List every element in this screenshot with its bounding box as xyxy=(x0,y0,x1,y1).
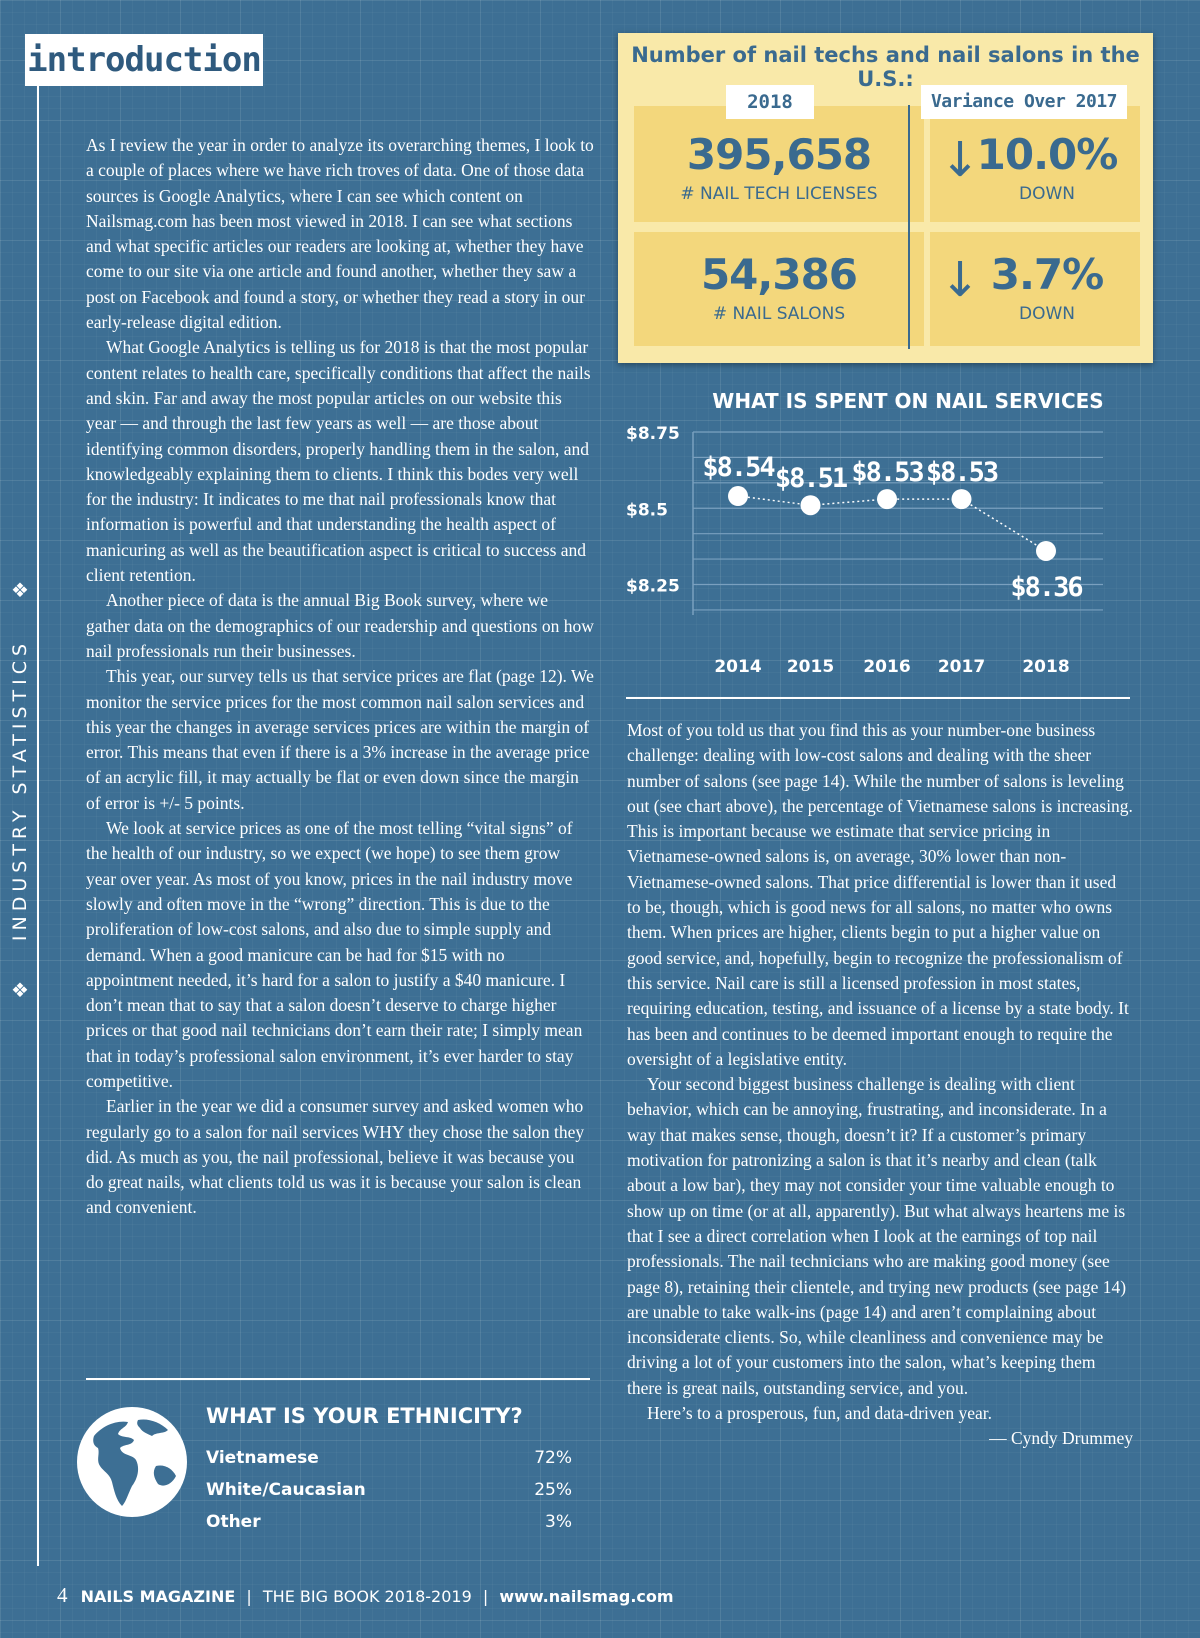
chart-point xyxy=(952,489,972,509)
variance-header-tab: Variance Over 2017 xyxy=(921,85,1127,119)
year-header-tab: 2018 xyxy=(726,85,814,119)
nail-salons-value: 54,386 xyxy=(700,250,858,299)
paragraph: This year, our survey tells us that service prices are flat (page 12). We monitor the service prices for the most common nail salon services and this year the changes in average services prices are within the margin of error. This means that even if there is a 3% increase in the average price of an acrylic fill, it may actually be flat or even down since the margin of error is +/- 5 points. xyxy=(86,666,594,813)
stats-box xyxy=(618,33,1153,363)
ethnicity-label: Vietnamese xyxy=(206,1448,319,1468)
paragraph: We look at service prices as one of the most telling “vital signs” of the health of our industry, so we expect (we hope) to see them grow year over year. As most of you know, prices in the nail industry move slowly and often move in the “wrong” direction. This is due to the proliferation of low-cost salons, and also due to simple supply and demand. When a good manicure can be had for $15 with no appointment needed, it’s hard for a salon to justify a $40 manicure. I don’t mean that to say that a salon doesn’t deserve to charge higher prices or that good nail technicians don’t earn their rate; I simply mean that in today’s professional salon environment, it’s ever harder to stay competitive. xyxy=(86,818,583,1091)
stats-column-divider xyxy=(908,105,910,349)
ethnicity-row xyxy=(206,1512,572,1542)
ethnicity-value: 25% xyxy=(534,1480,572,1500)
nail-tech-licenses-label: # NAIL TECH LICENSES xyxy=(680,184,878,204)
ethnicity-top-rule xyxy=(86,1378,590,1380)
side-label-text: INDUSTRY STATISTICS xyxy=(9,638,31,942)
paragraph: As I review the year in order to analyze its overarching themes, I look to a couple of places where we have rich troves of data. One of those data sources is Google Analytics, where I can see which content on Nailsmag.com has been most viewed in 2018. I can see what sections and what specific articles our readers are looking at, whether they have come to our site via one article and found another, whether they saw a post on Facebook and found a story, or whether they read a story in our early-release digital edition. xyxy=(86,135,594,333)
nail-salons-variance-direction: DOWN xyxy=(1019,304,1075,324)
nail-salons-cell xyxy=(634,232,924,346)
chart-bottom-rule xyxy=(626,697,1130,699)
paragraph: Earlier in the year we did a consumer survey and asked women who regularly go to a salon for nail services WHY they chose the salon they did. As much as you, the nail professional, believe it was because you do great nails, what clients told us was it is because your salon is clean and convenient. xyxy=(86,1096,585,1218)
chart-point xyxy=(801,495,821,515)
y-tick-label: $8.75 xyxy=(626,424,680,444)
spend-chart xyxy=(618,385,1163,685)
nail-salons-variance-value: 3.7% xyxy=(990,250,1104,299)
website-link[interactable]: www.nailsmag.com xyxy=(499,1587,674,1606)
left-article-column xyxy=(86,133,594,1221)
chart-point xyxy=(1036,541,1056,561)
paragraph: Another piece of data is the annual Big Book survey, where we gather data on the demographics of our readership and questions on how nail professionals run their businesses. xyxy=(86,590,594,661)
ethnicity-row xyxy=(206,1448,572,1478)
data-label: $8.53 xyxy=(851,457,923,489)
x-tick-label: 2017 xyxy=(937,657,986,677)
publication-name: THE BIG BOOK 2018-2019 xyxy=(262,1587,472,1606)
paragraph: Here’s to a prosperous, fun, and data-driven year. xyxy=(647,1403,993,1424)
data-label: $8.36 xyxy=(1010,571,1082,603)
magazine-name: NAILS MAGAZINE xyxy=(80,1587,236,1606)
globe-icon xyxy=(76,1406,188,1518)
paragraph: Your second biggest business challenge is dealing with client behavior, which can be annoying, frustrating, and inconsiderate. In a way that makes sense, though, doesn’t it? If a customer’s primary motivation for patronizing a salon is that it’s nearby and clean (talk about a low bar), they may not consider your time valuable enough to show up on time (or at all, apparently). But what always heartens me is that I see a direct correlation when I look at the earnings of top nail professionals. The nail technicians who are making good money (see page 8), retaining their clientele, and trying new products (see page 14) are unable to take walk-ins (page 14) and aren’t complaining about inconsiderate clients. So, while cleanliness and convenience may be driving a lot of your customers into the salon, what’s keeping them there is great nails, outstanding service, and you. xyxy=(627,1074,1127,1398)
diamond-ornament-icon: ❖ xyxy=(11,578,29,602)
nail-tech-licenses-value: 395,658 xyxy=(686,130,872,179)
stats-title: Number of nail techs and nail salons in the U.S.: xyxy=(631,43,1140,91)
footer-separator: | xyxy=(482,1587,489,1606)
diamond-ornament-icon: ❖ xyxy=(11,978,29,1002)
nail-tech-variance-cell xyxy=(930,106,1140,222)
ethnicity-title: WHAT IS YOUR ETHNICITY? xyxy=(206,1404,523,1428)
ethnicity-row xyxy=(206,1480,572,1510)
ethnicity-value: 3% xyxy=(545,1512,572,1532)
x-tick-label: 2014 xyxy=(714,657,762,677)
chart-title: WHAT IS SPENT ON NAIL SERVICES xyxy=(712,389,1104,413)
x-tick-label: 2015 xyxy=(786,657,835,677)
nail-tech-variance-direction: DOWN xyxy=(1019,184,1075,204)
nail-salons-label: # NAIL SALONS xyxy=(712,304,846,324)
x-tick-label: 2016 xyxy=(863,657,911,677)
y-tick-label: $8.5 xyxy=(626,500,668,521)
ethnicity-label: Other xyxy=(206,1512,261,1532)
chart-point xyxy=(728,486,748,506)
side-label xyxy=(0,580,40,1000)
page-footer xyxy=(57,1583,674,1608)
spend-chart-svg xyxy=(618,385,1163,685)
page-number: 4 xyxy=(57,1583,68,1607)
footer-separator: | xyxy=(246,1587,252,1606)
paragraph: Most of you told us that you find this as your number-one business challenge: dealing with low-cost salons and dealing with the sheer number of salons (see page 14). While the number of salons is leveling out (see chart above), the percentage of Vietnamese salons is increasing. This is important because we estimate that service pricing in Vietnamese-owned salons is, on average, 30% lower than non-Vietnamese-owned salons. That price differential is lower than it used to be, though, which is good news for all salons, no matter who owns them. When prices are higher, clients begin to put a higher value on good service, and, hopefully, begin to recognize the professionalism of this service. Nail care is still a licensed profession in most states, requiring education, testing, and issuance of a license by a state body. It has been and continues to be deemed important enough to require the oversight of a legislative entity. xyxy=(627,720,1133,1069)
nail-tech-licenses-cell xyxy=(634,106,924,222)
data-label: $8.53 xyxy=(925,457,998,489)
down-arrow-icon: ↓ xyxy=(940,132,981,188)
paragraph: What Google Analytics is telling us for 2018 is that the most popular content relates to health care, specifically conditions that affect the nails and skin. Far and away the most popular articles on our website this year — and through the last few years as well — are those about identifying common disorders, properly handling them in the salon, and knowledgeably explaining them to clients. I think this bodes very well for the industry: It indicates to me that nail professionals know that information is powerful and that understanding the health aspect of manicuring as well as the beautification aspect is critical to success and client retention. xyxy=(86,337,591,586)
data-label: $8.54 xyxy=(702,452,774,484)
x-tick-label: 2018 xyxy=(1022,657,1070,677)
author-signature: — Cyndy Drummey xyxy=(989,1428,1133,1449)
down-arrow-icon: ↓ xyxy=(940,252,981,308)
data-label: $8.51 xyxy=(774,463,847,495)
section-label: introduction xyxy=(25,34,263,86)
right-article-column xyxy=(627,718,1133,1452)
ethnicity-value: 72% xyxy=(534,1448,572,1468)
ethnicity-label: White/Caucasian xyxy=(206,1480,366,1500)
nail-salons-variance-cell xyxy=(930,232,1140,346)
chart-point xyxy=(877,489,897,509)
nail-tech-variance-value: 10.0% xyxy=(976,130,1118,179)
y-tick-label: $8.25 xyxy=(626,576,680,597)
